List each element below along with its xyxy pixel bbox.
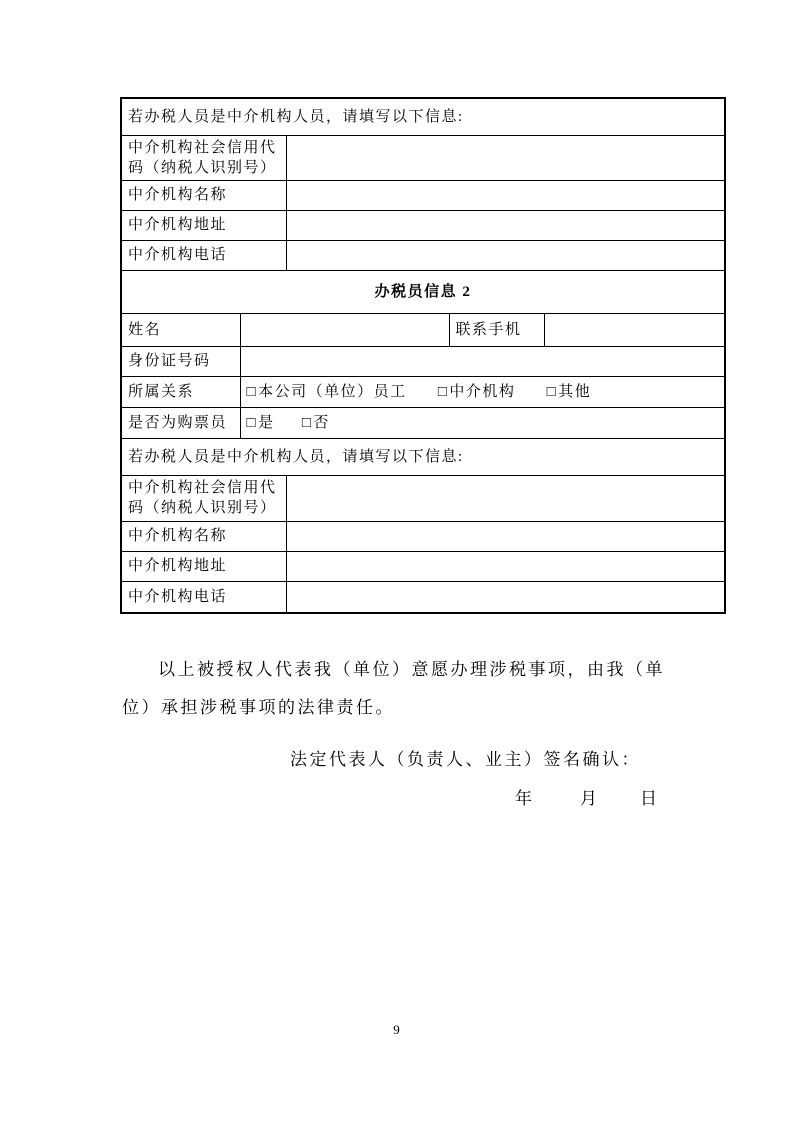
agency-address-label-1: 中介机构地址	[121, 211, 286, 241]
statement-line-1: 以上被授权人代表我（单位）意愿办理涉税事项，由我（单	[158, 660, 665, 679]
date-line	[515, 784, 657, 809]
agency-name-input-cell-2[interactable]	[286, 521, 725, 551]
name-label: 姓名	[121, 314, 240, 347]
ticket-buyer-option-yes[interactable]	[247, 415, 275, 431]
checkbox-icon[interactable]: □	[301, 414, 313, 431]
agency-name-input-cell-1[interactable]	[286, 181, 725, 211]
relation-option-other-label: 其他	[558, 383, 592, 400]
checkbox-icon[interactable]: □	[546, 383, 558, 400]
date-day-label: 日	[640, 789, 657, 808]
name-input-cell[interactable]	[240, 314, 449, 347]
intermediary-prompt-1: 若办税人员是中介机构人员，请填写以下信息:	[121, 98, 725, 135]
credit-code-label-2: 中介机构社会信用代码（纳税人识别号）	[121, 476, 286, 522]
agency-address-label-2: 中介机构地址	[121, 551, 286, 581]
credit-code-label-1: 中介机构社会信用代码（纳税人识别号）	[121, 135, 286, 181]
checkbox-icon[interactable]: □	[437, 383, 449, 400]
agency-phone-label-2: 中介机构电话	[121, 581, 286, 613]
ticket-buyer-no-label: 否	[313, 414, 330, 431]
agency-phone-input-cell-1[interactable]	[286, 241, 725, 271]
relation-label: 所属关系	[121, 377, 240, 408]
relation-option-company[interactable]	[247, 384, 407, 400]
id-number-label: 身份证号码	[121, 347, 240, 377]
agency-phone-label-1: 中介机构电话	[121, 241, 286, 271]
ticket-buyer-options-cell	[240, 408, 725, 439]
section-title-clerk2: 办税员信息 2	[121, 271, 725, 314]
agency-address-input-cell-1[interactable]	[286, 211, 725, 241]
relation-options-cell	[240, 377, 725, 408]
credit-code-input-cell-1[interactable]	[286, 135, 725, 181]
relation-option-intermediary[interactable]	[438, 384, 516, 400]
checkbox-icon[interactable]: □	[246, 383, 258, 400]
mobile-label: 联系手机	[449, 314, 544, 347]
agency-name-label-2: 中介机构名称	[121, 521, 286, 551]
date-year-label: 年	[515, 789, 532, 808]
agency-name-label-1: 中介机构名称	[121, 181, 286, 211]
intermediary-prompt-2: 若办税人员是中介机构人员，请填写以下信息:	[121, 439, 725, 476]
agency-phone-input-cell-2[interactable]	[286, 581, 725, 613]
ticket-buyer-option-no[interactable]	[302, 415, 330, 431]
relation-option-other[interactable]	[547, 384, 592, 400]
credit-code-input-cell-2[interactable]	[286, 476, 725, 522]
tax-clerk-form-table	[120, 97, 726, 614]
signature-prompt: 法定代表人（负责人、业主）签名确认：	[290, 750, 641, 769]
agency-address-input-cell-2[interactable]	[286, 551, 725, 581]
mobile-input-cell[interactable]	[544, 314, 725, 347]
statement-line-2: 位）承担涉税事项的法律责任。	[122, 698, 395, 717]
checkbox-icon[interactable]: □	[246, 414, 258, 431]
id-number-input-cell[interactable]	[240, 347, 725, 377]
authorization-statement	[122, 651, 682, 727]
ticket-buyer-label: 是否为购票员	[121, 408, 240, 439]
relation-option-intermediary-label: 中介机构	[449, 383, 516, 400]
date-month-label: 月	[580, 789, 597, 808]
page-number: 9	[393, 1022, 400, 1037]
ticket-buyer-yes-label: 是	[258, 414, 275, 431]
relation-option-company-label: 本公司（单位）员工	[258, 383, 407, 400]
